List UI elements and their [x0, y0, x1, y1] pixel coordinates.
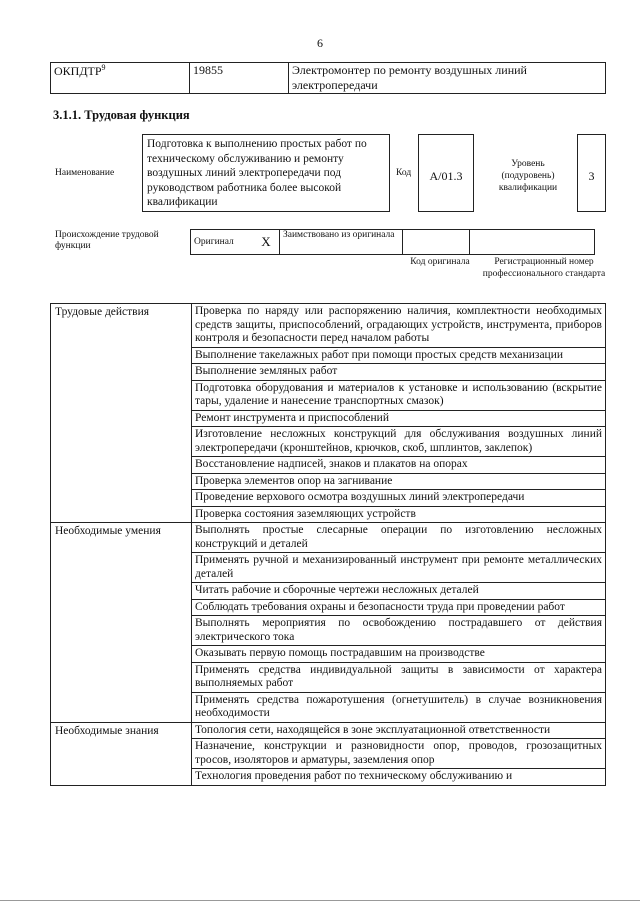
okpdtr-label: ОКПДТР [54, 64, 102, 78]
origin-mark: X [253, 230, 280, 255]
function-code: А/01.3 [418, 134, 474, 212]
code-original-label: Код оригинала [410, 257, 470, 267]
table-row [51, 722, 606, 739]
origin-code-cell [403, 230, 470, 255]
list-item: Читать рабочие и сборочные чертежи несложных деталей [192, 583, 606, 600]
page-number: 6 [317, 36, 323, 50]
list-item: Выполнять простые слесарные операции по изготовлению несложных конструкций и деталей [192, 523, 606, 553]
level-label: Уровень (подуровень) квалификации [498, 159, 558, 193]
list-item: Изготовление несложных конструкций для обслуживания воздушных линий электропередачи (кронштейнов, крючков, скоб, шплинтов, заклепок) [192, 427, 606, 457]
list-item: Проведение верхового осмотра воздушных линий электропередачи [192, 490, 606, 507]
reg-number-label: Регистрационный номер профессионального стандарта [482, 257, 606, 279]
origin-label: Происхождение трудовой функции [55, 230, 159, 251]
list-item: Применять средства пожаротушения (огнетушитель) в случае возникновения необходимости [192, 692, 606, 722]
okpdtr-table [50, 62, 606, 94]
list-item: Оказывать первую помощь пострадавшим на производстве [192, 646, 606, 663]
list-item: Технология проведения работ по техническому обслуживанию и [192, 769, 606, 786]
origin-original: Оригинал [191, 230, 254, 255]
list-item: Применять ручной и механизированный инструмент при ремонте металлических деталей [192, 553, 606, 583]
requirements-table [50, 303, 606, 786]
code-label: Код [396, 168, 412, 178]
okpdtr-footnote: 9 [101, 63, 106, 72]
okpdtr-code: 19855 [190, 63, 289, 94]
origin-reg-cell [470, 230, 595, 255]
name-label: Наименование [55, 168, 115, 178]
list-item: Проверка состояния заземляющих устройств [192, 506, 606, 523]
section-title: 3.1.1. Трудовая функция [53, 108, 190, 122]
list-item: Ремонт инструмента и приспособлений [192, 410, 606, 427]
list-item: Восстановление надписей, знаков и плакатов на опорах [192, 457, 606, 474]
section-label: Необходимые знания [51, 722, 192, 785]
list-item: Проверка по наряду или распоряжению наличия, комплектности необходимых средств защиты, приспособлений, оградающих устройств, инструмента, приборов контроля и безопасности перед началом работы [192, 304, 606, 348]
list-item: Соблюдать требования охраны и безопасности труда при проведении работ [192, 599, 606, 616]
list-item: Проверка элементов опор на загнивание [192, 473, 606, 490]
table-row [51, 523, 606, 553]
okpdtr-label-cell [51, 63, 190, 94]
list-item: Выполнение земляных работ [192, 364, 606, 381]
table-row [51, 304, 606, 348]
list-item: Подготовка оборудования и материалов к установке и использованию (вскрытие тары, удаление и нанесение транспортных смазок) [192, 380, 606, 410]
section-label: Необходимые умения [51, 523, 192, 723]
okpdtr-profession: Электромонтер по ремонту воздушных линий электропередачи [289, 63, 606, 94]
list-item: Выполнять мероприятия по освобождению пострадавшего от действия электрического тока [192, 616, 606, 646]
section-label: Трудовые действия [51, 304, 192, 523]
list-item: Применять средства индивидуальной защиты в зависимости от характера выполняемых работ [192, 662, 606, 692]
list-item: Назначение, конструкции и разновидности опор, проводов, грозозащитных тросов, изоляторов и арматуры, заземления опор [192, 739, 606, 769]
qualification-level: 3 [577, 134, 606, 212]
list-item: Выполнение такелажных работ при помощи простых средств механизации [192, 347, 606, 364]
origin-borrowed: Заимствовано из оригинала [280, 230, 403, 255]
page-edge [0, 900, 640, 901]
list-item: Топология сети, находящейся в зоне эксплуатационной ответственности [192, 722, 606, 739]
origin-table [190, 229, 595, 255]
function-name: Подготовка к выполнению простых работ по техническому обслуживанию и ремонту воздушных линий электропередачи под руководством работника более высокой квалификации [142, 134, 390, 212]
